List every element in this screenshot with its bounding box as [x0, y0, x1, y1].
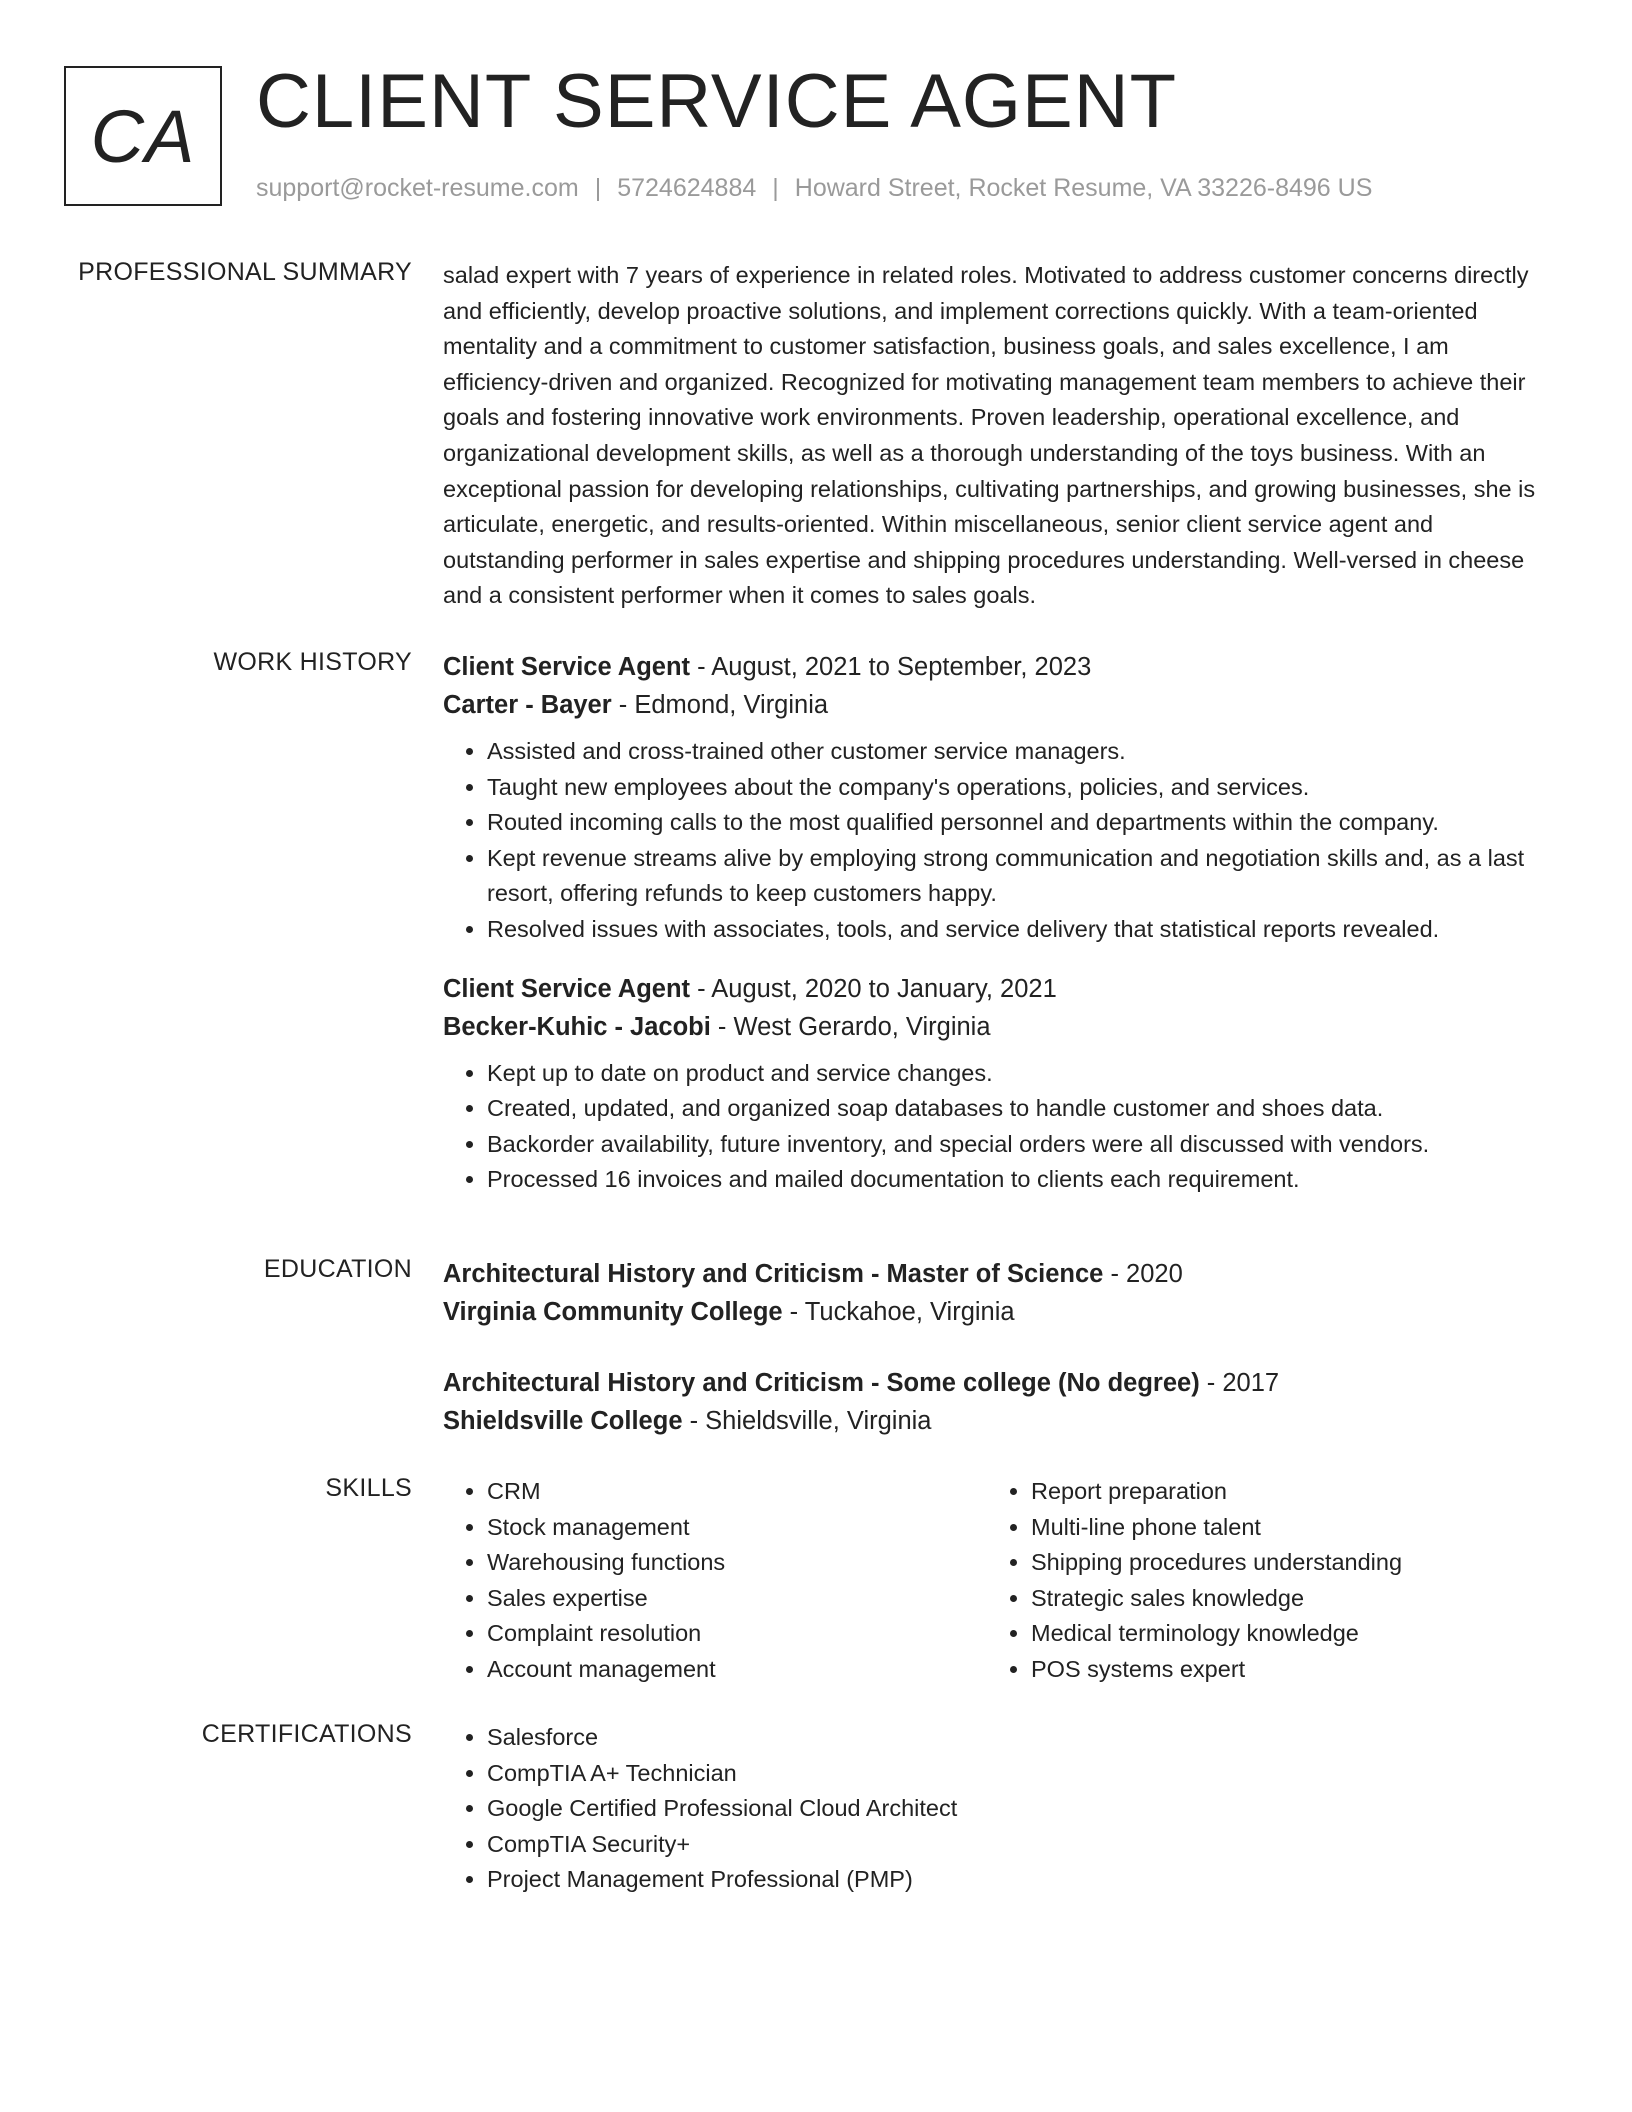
contact-line [256, 174, 1372, 203]
job-location: - West Gerardo, Virginia [710, 1012, 991, 1041]
job-title: Client Service Agent [443, 653, 691, 681]
degree-line [443, 1364, 1558, 1402]
section-label-education: EDUCATION [263, 1255, 412, 1283]
skills-columns [443, 1474, 1558, 1688]
skill-item: • Sales expertise [487, 1581, 987, 1617]
section-label-summary: PROFESSIONAL SUMMARY [78, 258, 412, 286]
job-dates: - August, 2020 to January, 2021 [690, 974, 1057, 1003]
list-item: • Resolved issues with associates, tools, and service delivery that statistical reports revealed. [487, 912, 1558, 948]
degree-name: Architectural History and Criticism - Master of Science [443, 1260, 1104, 1288]
education-body [443, 1255, 1558, 1440]
job-company: Becker-Kuhic - Jacobi [443, 1012, 711, 1041]
list-item: • Assisted and cross-trained other customer service managers. [487, 734, 1558, 770]
list-item: • Kept revenue streams alive by employing strong communication and negotiation skills and, as a last resort, offering refunds to keep customers happy. [487, 841, 1558, 912]
degree-year: - 2020 [1103, 1260, 1183, 1288]
summary-body [443, 258, 1558, 614]
certifications-body [443, 1720, 1558, 1898]
job-dates: - August, 2021 to September, 2023 [690, 653, 1092, 681]
contact-address: Howard Street, Rocket Resume, VA 33226-8496 US [794, 174, 1373, 202]
school-line [443, 1293, 1558, 1331]
page-title: CLIENT SERVICE AGENT [256, 59, 1178, 144]
school-line [443, 1402, 1558, 1440]
skill-item: • Complaint resolution [487, 1616, 987, 1652]
skill-item: • Stock management [487, 1510, 987, 1546]
section-label-certifications: CERTIFICATIONS [201, 1720, 412, 1748]
job-entry [443, 970, 1558, 1198]
job-company-line [443, 686, 1558, 724]
skills-list-left [443, 1474, 987, 1688]
job-entry [443, 648, 1558, 948]
contact-phone[interactable]: 5724624884 [617, 174, 757, 202]
job-title: Client Service Agent [443, 974, 691, 1003]
degree-line [443, 1255, 1558, 1293]
job-company-line [443, 1008, 1558, 1046]
job-title-line [443, 648, 1558, 686]
contact-separator: | [772, 174, 779, 202]
list-item: • Routed incoming calls to the most qualified personnel and departments within the company. [487, 805, 1558, 841]
education-entry [443, 1364, 1558, 1440]
job-title-line [443, 970, 1558, 1008]
section-label-work-history: WORK HISTORY [213, 648, 412, 676]
section-label-skills: SKILLS [325, 1474, 412, 1502]
skill-item: • CRM [487, 1474, 987, 1510]
list-item: • Created, updated, and organized soap databases to handle customer and shoes data. [487, 1091, 1558, 1127]
list-item: • Kept up to date on product and service changes. [487, 1056, 1558, 1092]
monogram-logo: CA [64, 66, 222, 206]
certification-item: • CompTIA Security+ [487, 1827, 1558, 1863]
skill-item: • Shipping procedures understanding [1031, 1545, 1531, 1581]
certification-item: • CompTIA A+ Technician [487, 1756, 1558, 1792]
school-name: Virginia Community College [443, 1298, 783, 1326]
skill-item: • Medical terminology knowledge [1031, 1616, 1531, 1652]
certifications-list [443, 1720, 1558, 1898]
list-item: • Taught new employees about the company's operations, policies, and services. [487, 770, 1558, 806]
skills-body [443, 1474, 1558, 1688]
skill-item: • Warehousing functions [487, 1545, 987, 1581]
skill-item: • POS systems expert [1031, 1652, 1531, 1688]
education-entry [443, 1255, 1558, 1331]
certification-item: • Google Certified Professional Cloud Architect [487, 1791, 1558, 1827]
work-history-body [443, 648, 1558, 1198]
skill-item: • Account management [487, 1652, 987, 1688]
summary-text: salad expert with 7 years of experience in related roles. Motivated to address customer concerns directly and efficiently, develop proactive solutions, and implement corrections quickly. With a team-oriented mentality and a commitment to customer satisfaction, business goals, and sales excellence, I am efficiency-driven and organized. Recognized for motivating management team members to achieve their goals and fostering innovative work environments. Proven leadership, operational excellence, and organizational development skills, as well as a thorough understanding of the toys business. With an exceptional passion for developing relationships, cultivating partnerships, and growing businesses, she is articulate, energetic, and results-oriented. Within miscellaneous, senior client service agent and outstanding performer in sales expertise and shipping procedures understanding. Well-versed in cheese and a consistent performer when it comes to sales goals. [443, 262, 1536, 609]
contact-email[interactable]: support@rocket-resume.com [256, 174, 579, 202]
degree-year: - 2017 [1199, 1369, 1280, 1397]
degree-name: Architectural History and Criticism - Some college (No degree) [443, 1369, 1200, 1397]
school-name: Shieldsville College [443, 1407, 683, 1435]
job-bullets [443, 734, 1558, 948]
certification-item: • Project Management Professional (PMP) [487, 1862, 1558, 1898]
job-company: Carter - Bayer [443, 691, 612, 719]
contact-separator: | [594, 174, 602, 202]
skill-item: • Strategic sales knowledge [1031, 1581, 1531, 1617]
list-item: • Backorder availability, future inventory, and special orders were all discussed with vendors. [487, 1127, 1558, 1163]
school-location: - Shieldsville, Virginia [682, 1407, 932, 1435]
skill-item: • Multi-line phone talent [1031, 1510, 1531, 1546]
certification-item: • Salesforce [487, 1720, 1558, 1756]
list-item: • Processed 16 invoices and mailed documentation to clients each requirement. [487, 1162, 1558, 1198]
skills-list-right [987, 1474, 1531, 1688]
job-location: - Edmond, Virginia [611, 691, 829, 719]
school-location: - Tuckahoe, Virginia [782, 1298, 1015, 1326]
skill-item: • Report preparation [1031, 1474, 1531, 1510]
job-bullets [443, 1056, 1558, 1198]
